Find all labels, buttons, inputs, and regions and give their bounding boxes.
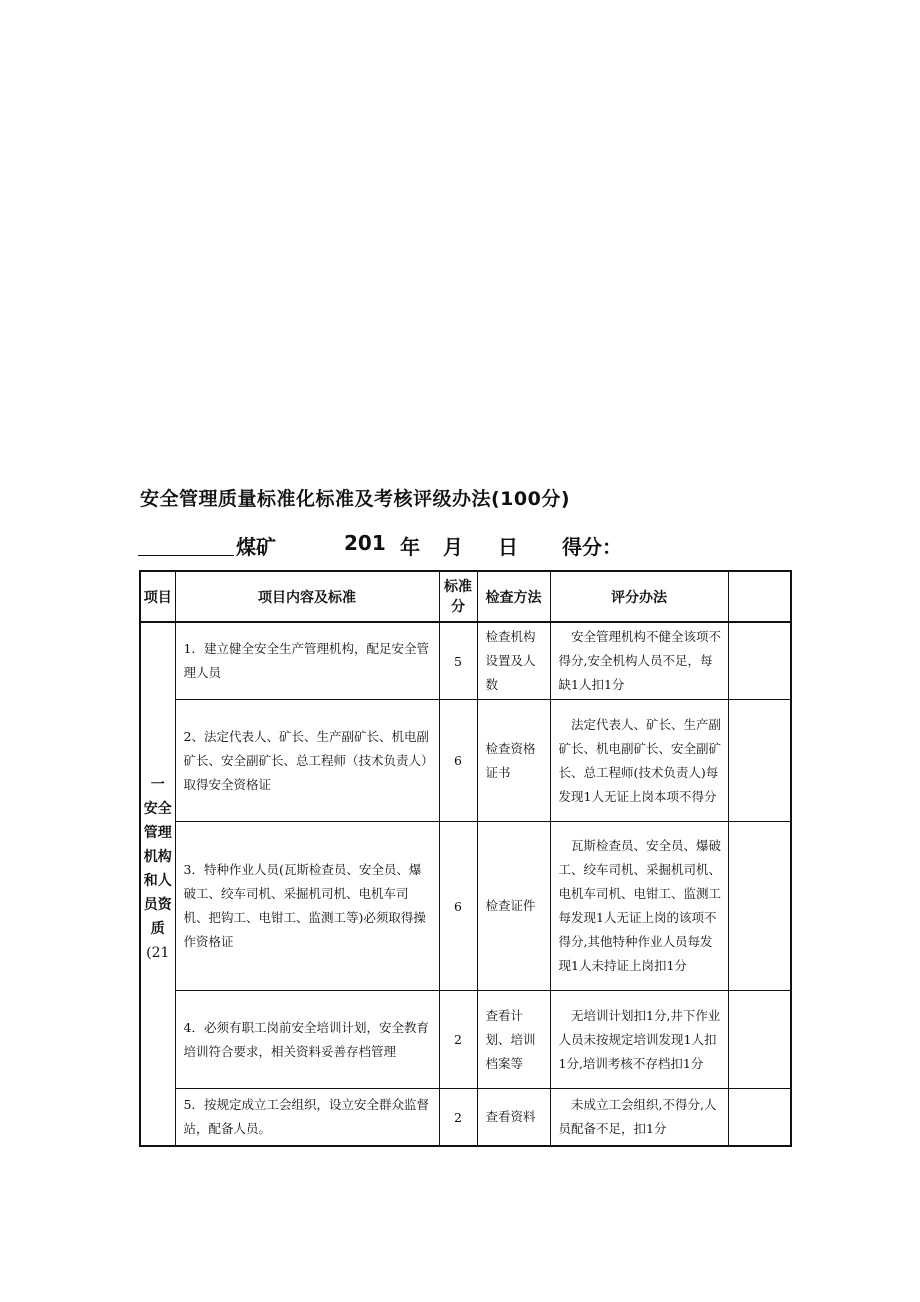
method-cell: 检查机构设置及人数 — [477, 622, 550, 700]
method-cell: 查看计划、培训档案等 — [477, 991, 550, 1089]
mine-label: 煤矿 — [236, 535, 276, 559]
category-line: 一 — [150, 777, 165, 793]
header-score: 标准分 — [439, 571, 477, 622]
table-row — [140, 1089, 791, 1147]
score-cell: 5 — [439, 622, 477, 700]
extra-cell — [728, 622, 791, 700]
year-value: 201 — [344, 531, 386, 555]
rule-cell: 无培训计划扣1分,井下作业人员未按规定培训发现1人扣1分,培训考核不存档扣1分 — [550, 991, 728, 1089]
table-row — [140, 991, 791, 1089]
category-line: 质 — [150, 921, 165, 937]
content-cell: 1．建立健全安全生产管理机构，配足安全管理人员 — [175, 622, 439, 700]
month-unit: 月 — [443, 535, 463, 559]
rule-cell: 安全管理机构不健全该项不得分,安全机构人员不足，每缺1人扣1分 — [550, 622, 728, 700]
mine-name-blank — [138, 555, 234, 556]
table-header-row — [140, 571, 791, 622]
rule-cell: 法定代表人、矿长、生产副矿长、机电副矿长、安全副矿长、总工程师(技术负责人)每发现1人无证上岗本项不得分 — [550, 700, 728, 822]
header-rule: 评分办法 — [550, 571, 728, 622]
header-method: 检查方法 — [477, 571, 550, 622]
extra-cell — [728, 822, 791, 991]
content-cell: 2、法定代表人、矿长、生产副矿长、机电副矿长、安全副矿长、总工程师（技术负责人）取得安全资格证 — [175, 700, 439, 822]
method-cell: 检查资格证书 — [477, 700, 550, 822]
content-cell: 3．特种作业人员(瓦斯检查员、安全员、爆破工、绞车司机、采掘机司机、电机车司机、把钩工、电钳工、监测工等)必须取得操作资格证 — [175, 822, 439, 991]
content-cell: 4．必须有职工岗前安全培训计划，安全教育培训符合要求，相关资料妥善存档管理 — [175, 991, 439, 1089]
category-line: 管理 — [143, 825, 172, 841]
day-unit: 日 — [498, 535, 518, 559]
table-row — [140, 622, 791, 700]
header-line — [138, 531, 798, 561]
method-cell: 检查证件 — [477, 822, 550, 991]
score-cell: 6 — [439, 822, 477, 991]
rule-cell: 瓦斯检查员、安全员、爆破工、绞车司机、采掘机司机、电机车司机、电钳工、监测工每发现1人无证上岗的该项不得分,其他特种作业人员每发现1人未持证上岗扣1分 — [550, 822, 728, 991]
category-points: (21 — [146, 945, 170, 961]
category-line: 和人 — [143, 873, 172, 889]
extra-cell — [728, 1089, 791, 1147]
table-row — [140, 700, 791, 822]
category-cell — [140, 622, 175, 1146]
header-content: 项目内容及标准 — [175, 571, 439, 622]
header-extra — [728, 571, 791, 622]
extra-cell — [728, 700, 791, 822]
assessment-table — [139, 570, 792, 1147]
content-cell: 5．按规定成立工会组织，设立安全群众监督站，配备人员。 — [175, 1089, 439, 1147]
header-item: 项目 — [140, 571, 175, 622]
score-cell: 2 — [439, 991, 477, 1089]
category-line: 机构 — [143, 849, 172, 865]
score-label: 得分： — [562, 535, 622, 559]
extra-cell — [728, 991, 791, 1089]
method-cell: 查看资料 — [477, 1089, 550, 1147]
score-cell: 6 — [439, 700, 477, 822]
document-title: 安全管理质量标准化标准及考核评级办法(100分) — [140, 488, 571, 510]
category-line: 员资 — [143, 897, 172, 913]
category-line: 安全 — [143, 801, 172, 817]
table-row — [140, 822, 791, 991]
score-cell: 2 — [439, 1089, 477, 1147]
rule-cell: 未成立工会组织,不得分,人员配备不足，扣1分 — [550, 1089, 728, 1147]
year-unit: 年 — [400, 535, 420, 559]
